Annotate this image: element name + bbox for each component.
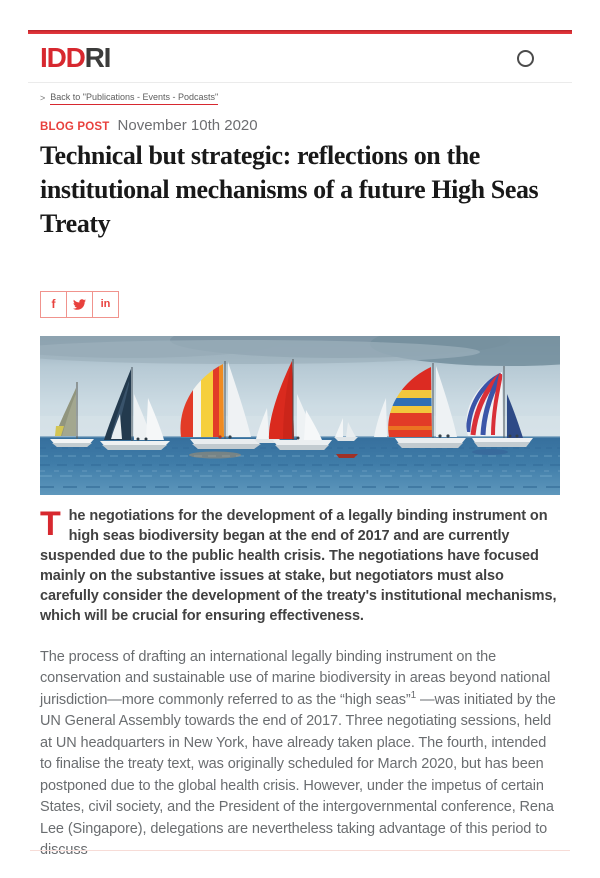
iddri-logo[interactable] (40, 44, 110, 72)
logo-text-dark: RI (84, 42, 111, 73)
chevron-right-icon: > (40, 93, 46, 104)
site-header (28, 34, 572, 83)
logo-text-red: IDD (40, 42, 85, 73)
intro-text: he negotiations for the development of a legally binding instrument on high seas biodiversity began at the end of 2017 and are currently suspended due to the public health crisis. The negotiations have focused mainly on the substantive issues at stake, but negotiators must also carefully consider the development of the treaty's institutional mechanisms, which will be crucial for ensuring effectiveness. (40, 507, 557, 624)
linkedin-share-button[interactable] (92, 291, 119, 318)
share-buttons (40, 291, 560, 318)
hero-image (40, 336, 560, 495)
body-text-part2: —was initiated by the UN General Assembly towards the end of 2017. Three negotiating sessions, held at UN headquarters in New York, have already taken place. The fourth, intended to finalise the treaty text, was originally scheduled for March 2020, but has been postponed due to the global health crisis. However, under the impetus of certain States, civil society, and the President of the intergovernmental conference, Rena Lee (Singapore), delegations are nevertheless taking advantage of this period to discuss (40, 691, 556, 858)
twitter-share-button[interactable] (66, 291, 93, 318)
breadcrumb-link[interactable]: Back to "Publications - Events - Podcasts" (50, 92, 218, 105)
body-text-part1: The process of drafting an international legally binding instrument on the conservation and sustainable use of marine biodiversity in areas beyond national jurisdiction—more commonly referred to as the “high seas” (40, 648, 551, 708)
footnote-ref-link[interactable]: 1 (410, 689, 417, 701)
search-button[interactable] (514, 47, 536, 69)
facebook-icon: f (51, 297, 56, 311)
facebook-share-button[interactable] (40, 291, 67, 318)
category-badge: BLOG POST (40, 120, 110, 133)
drop-cap: T (40, 504, 61, 543)
search-icon (517, 50, 534, 67)
article-body (40, 647, 562, 862)
section-divider (30, 850, 570, 851)
twitter-icon (73, 298, 86, 311)
article-meta (40, 117, 560, 134)
linkedin-icon: in (100, 297, 111, 310)
article-page (0, 92, 600, 862)
article-intro (40, 506, 562, 626)
publish-date: November 10th 2020 (117, 116, 258, 134)
breadcrumb (40, 92, 560, 105)
page-title: Technical but strategic: reflections on the institutional mechanisms of a future High Seas Treaty (40, 140, 539, 238)
